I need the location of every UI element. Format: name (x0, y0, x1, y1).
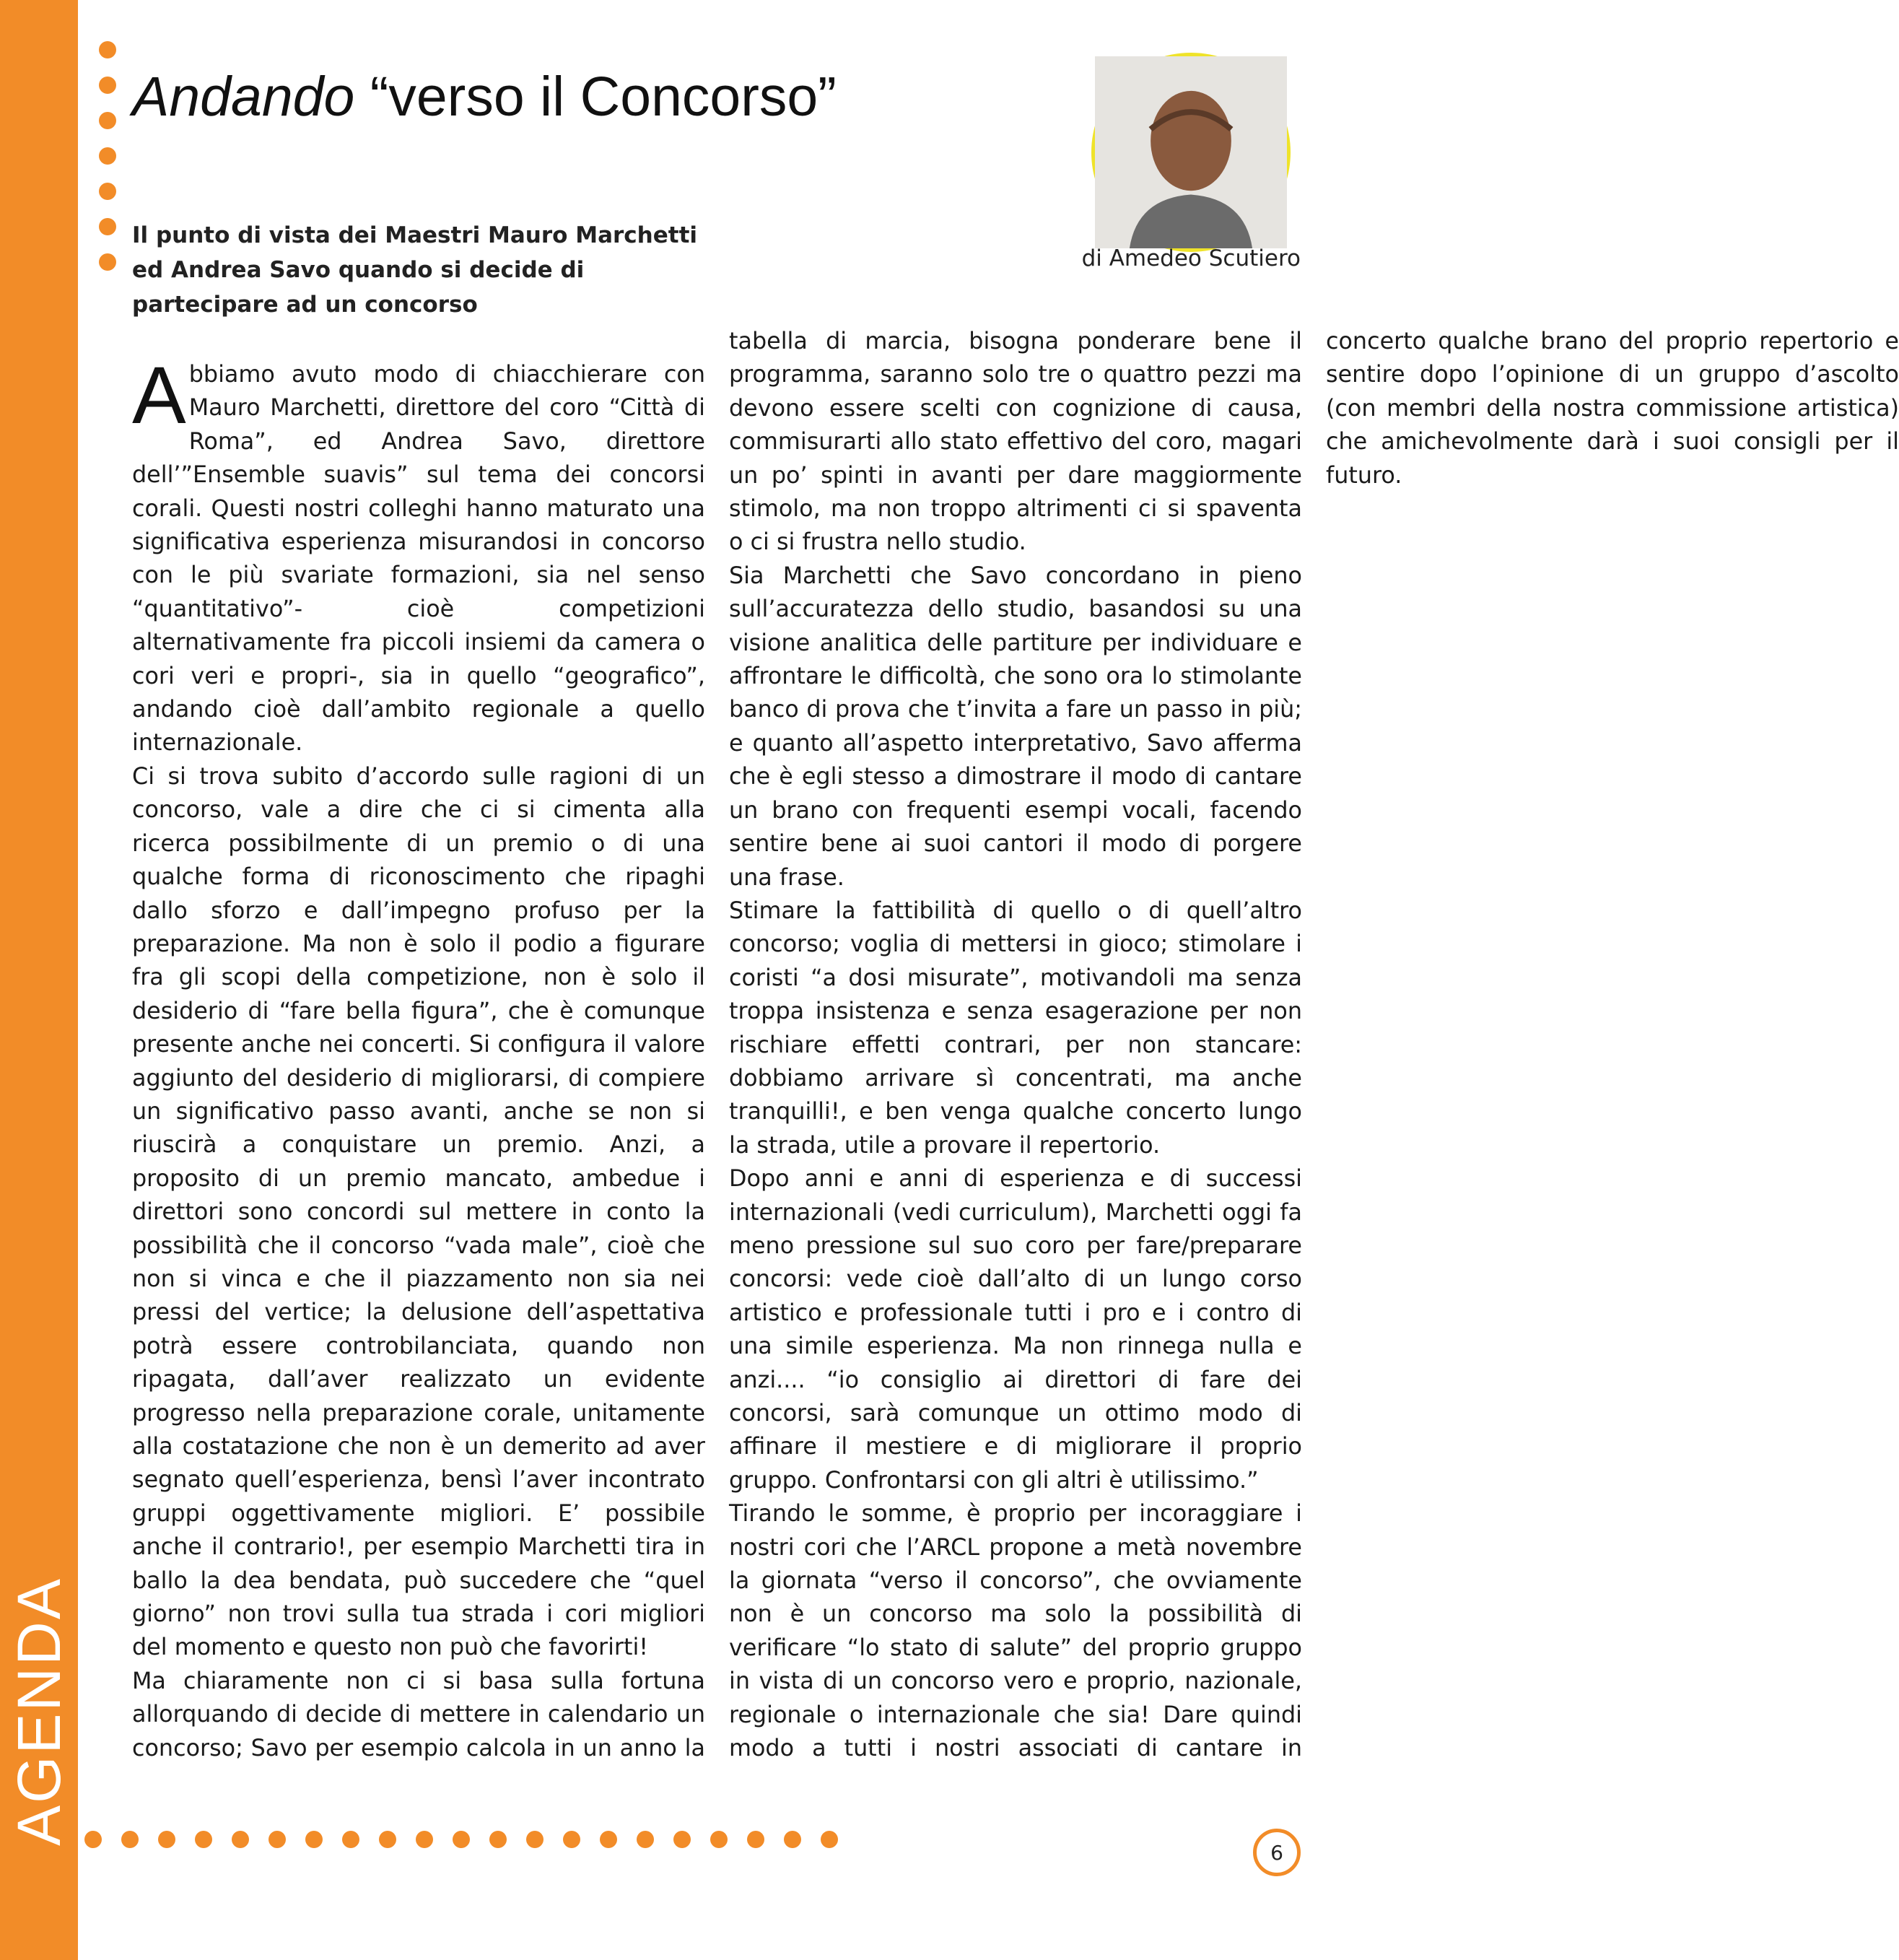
decorative-dot (305, 1831, 323, 1848)
decorative-dot (99, 112, 116, 129)
article-paragraph (132, 350, 705, 760)
decorative-dot (453, 1831, 470, 1848)
decorative-dot (673, 1831, 691, 1848)
decorative-dot (99, 183, 116, 200)
decorative-dot (710, 1831, 728, 1848)
article-paragraph-text: bbiamo avuto modo di chiacchierare con Mauro Marchetti, direttore del coro “Città di Roma”, ed Andrea Savo, direttore dell’”Ensemble suavis” sul tema dei concorsi corali. Questi nostri colleghi hanno maturato una significativa esperienza misurandosi in concorso con le più svariate formazioni, sia nel senso “quantitativo”- cioè competizioni alternativamente fra piccoli insiemi da camera o cori veri e propri-, sia in quello “geografico”, andando cioè dall’ambito regionale a quello internazionale. (132, 361, 705, 757)
decorative-dot (526, 1831, 543, 1848)
decorative-dot (600, 1831, 617, 1848)
decorative-dot (99, 218, 116, 235)
decorative-dot (84, 1831, 102, 1848)
decorative-dot (195, 1831, 212, 1848)
drop-cap: A (132, 350, 186, 440)
agenda-label-text: AGENDA (4, 1576, 73, 1846)
title-italic: Andando (132, 66, 355, 128)
title-rest: “verso il Concorso” (354, 66, 837, 128)
article-paragraph: Ma chiaramente non ci si basa sulla fortuna allorquando di decide di mettere in calendario un concorso; Savo per esempio calcola in un anno la tabella di marcia, bisogna ponderare bene il programma, saranno solo tre o quattro pezzi ma devono essere scelti con cognizione di causa, commisurarti allo stato effettivo del coro, magari un po’ spinti in avanti per dare maggiormente stimolo, ma non troppo altrimenti ci si spaventa o ci si frustra nello studio. (132, 328, 1302, 1761)
article-paragraph: Dopo anni e anni di esperienza e di successi internazionali (vedi curriculum), Marchetti oggi fa meno pressione sul suo coro per fare/preparare concorsi: vede cioè dall’alto di un lungo corso artistico e professionale tutti i pro e i contro di una simile esperienza. Ma non rinnega nulla e anzi.... “io consiglio ai direttori di fare dei concorsi, sarà comunque un ottimo modo di affinare il mestiere e di migliorare il proprio gruppo. Confrontarsi con gli altri è utilissimo.” (729, 1165, 1302, 1494)
decorative-dot (158, 1831, 175, 1848)
article-paragraph: Stimare la fattibilità di quello o di quell’altro concorso; voglia di mettersi in gioco; stimolare i coristi “a dosi misurate”, motivandoli ma senza troppa insistenza e senza esagerazione per non rischiare effetti contrari, per non stancare: dobbiamo arrivare sì concentrati, ma anche tranquilli!, e ben venga qualche concerto lungo la strada, utile a provare il repertorio. (729, 897, 1302, 1159)
page-number: 6 (1253, 1829, 1301, 1876)
decorative-dot (269, 1831, 286, 1848)
decorative-dot (563, 1831, 580, 1848)
decorative-dot (784, 1831, 801, 1848)
article-byline: di Amedeo Scutiero (1081, 245, 1301, 271)
decorative-dot (99, 77, 116, 94)
decorative-dot (821, 1831, 838, 1848)
decorative-dot (379, 1831, 396, 1848)
decorative-dot (489, 1831, 507, 1848)
article-paragraph: Ci si trova subito d’accordo sulle ragioni di un concorso, vale a dire che ci si cimenta alla ricerca possibilmente di un premio o di una qualche forma di riconoscimento che ripaghi dallo sforzo e dall’impegno profuso per la preparazione. Ma non è solo il podio a figurare fra gli scopi della competizione, non è solo il desiderio di “fare bella figura”, che è comunque presente anche nei concerti. Si configura il valore aggiunto del desiderio di migliorarsi, di compiere un significativo passo avanti, anche se non si riuscirà a conquistare un premio. Anzi, a proposito di un premio mancato, ambedue i direttori sono concordi sul mettere in conto la possibilità che il concorso “vada male”, cioè che non si vinca e che il piazzamento non sia nei pressi del vertice; la delusione dell’aspettativa potrà essere controbilanciata, quando non ripagata, dall’aver realizzato un evidente progresso nella preparazione corale, unitamente alla costatazione che non è un demerito ad aver segnato quell’esperienza, bensì l’aver incontrato gruppi oggettivamente migliori. E’ possibile anche il contrario!, per esempio Marchetti tira in ballo la dea bendata, può succedere che “quel giorno” non trovi sulla tua strada i cori migliori del momento e questo non può che favorirti! (132, 762, 705, 1661)
decorative-dot (342, 1831, 359, 1848)
decorative-dot (121, 1831, 139, 1848)
article-body (132, 325, 1899, 1776)
decorative-dot (99, 147, 116, 165)
article-paragraph: Sia Marchetti che Savo concordano in pieno sull’accuratezza dello studio, basandosi su una visione analitica delle partiture per individuare e affrontare le difficoltà, che sono ora lo stimolante banco di prova che t’invita a fare un passo in più; e quanto all’aspetto interpretativo, Savo afferma che è egli stesso a dimostrare il modo di cantare un brano con frequenti esempi vocali, facendo sentire bene ai suoi cantori il modo di porgere una frase. (729, 562, 1302, 891)
article-subtitle: Il punto di vista dei Maestri Mauro Marchetti ed Andrea Savo quando si decide di partecipare ad un concorso (132, 222, 698, 318)
decorative-dot (232, 1831, 249, 1848)
decorative-dot (416, 1831, 433, 1848)
agenda-label (3, 1576, 75, 1846)
article-title (132, 66, 837, 128)
portrait-placeholder-icon (1095, 56, 1287, 248)
author-portrait (1091, 53, 1291, 252)
decorative-dot (637, 1831, 654, 1848)
decorative-dot (747, 1831, 764, 1848)
decorative-dot (99, 253, 116, 271)
article-paragraph: Tirando le somme, è proprio per incoraggiare i nostri cori che l’ARCL propone a metà novembre la giornata “verso il concorso”, che ovviamente non è un concorso ma solo la possibilità di verificare “lo stato di salute” del proprio gruppo in vista di un concorso vero e proprio, nazionale, regionale o internazionale che sia! Dare quindi modo a tutti i nostri associati di cantare in concerto qualche brano del proprio repertorio e sentire dopo l’opinione di un gruppo d’ascolto (con membri della nostra commissione artistica) che amichevolmente darà i suoi consigli per il futuro. (729, 328, 1899, 1762)
decorative-dot (99, 41, 116, 58)
